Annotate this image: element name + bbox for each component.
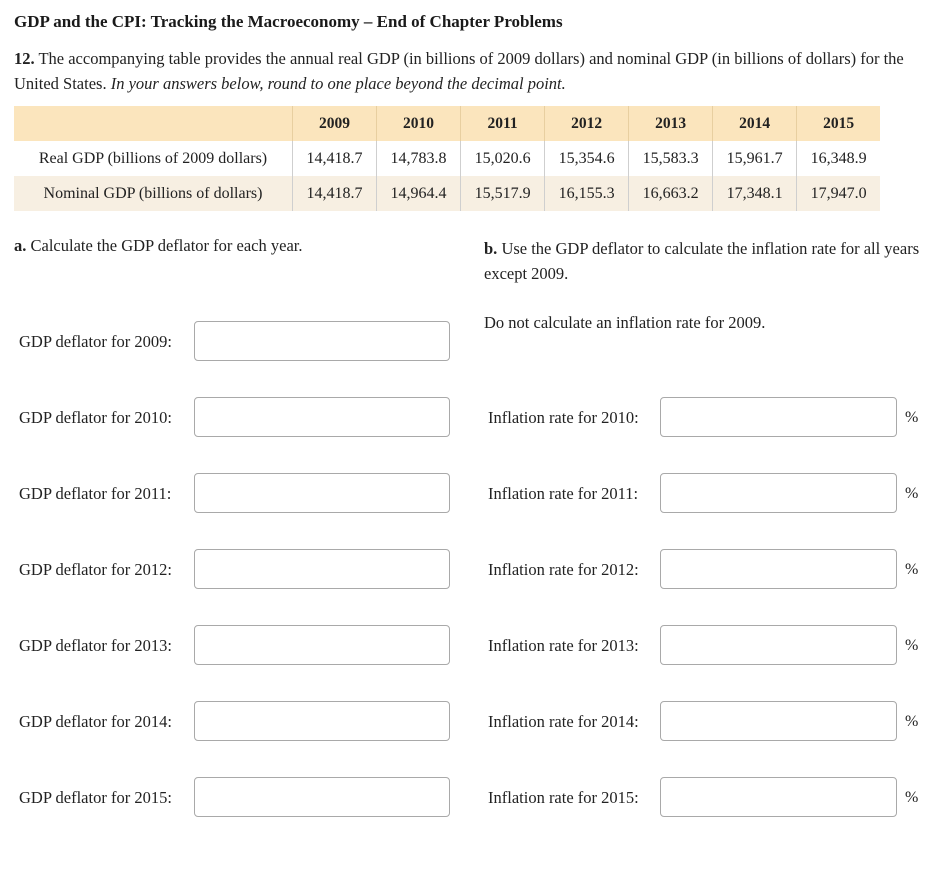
deflator-2013-input[interactable] (194, 625, 450, 665)
deflator-2012-input[interactable] (194, 549, 450, 589)
table-cell: 17,348.1 (713, 176, 797, 211)
part-b-text: Use the GDP deflator to calculate the inflation rate for all years except 2009. (484, 239, 920, 283)
table-row-real-gdp (14, 141, 880, 176)
year-header: 2015 (797, 106, 880, 141)
inflation-2014-input[interactable] (660, 701, 897, 741)
deflator-2009-label: GDP deflator for 2009: (19, 332, 172, 351)
part-b-prompt (484, 236, 924, 286)
percent-sign: % (905, 637, 919, 654)
rounding-instruction: In your answers below, round to one place beyond the decimal point. (110, 74, 566, 93)
year-header: 2014 (713, 106, 797, 141)
part-b-note: Do not calculate an inflation rate for 2009. (484, 313, 766, 332)
part-a-text: Calculate the GDP deflator for each year. (26, 236, 303, 255)
table-cell: 14,964.4 (377, 176, 461, 211)
year-header: 2013 (629, 106, 713, 141)
inflation-2012-label: Inflation rate for 2012: (488, 560, 639, 579)
percent-sign: % (905, 485, 919, 502)
table-cell: 14,418.7 (293, 176, 377, 211)
inflation-2013-input[interactable] (660, 625, 897, 665)
inflation-2011-input[interactable] (660, 473, 897, 513)
table-cell: 15,354.6 (545, 141, 629, 176)
table-cell: 16,348.9 (797, 141, 880, 176)
inflation-2010-input[interactable] (660, 397, 897, 437)
table-cell: 15,517.9 (461, 176, 545, 211)
table-cell: 15,961.7 (713, 141, 797, 176)
deflator-2010-input[interactable] (194, 397, 450, 437)
row-label: Nominal GDP (billions of dollars) (43, 184, 263, 202)
deflator-2014-input[interactable] (194, 701, 450, 741)
table-cell: 14,418.7 (293, 141, 377, 176)
deflator-2014-label: GDP deflator for 2014: (19, 712, 172, 731)
table-cell: 16,155.3 (545, 176, 629, 211)
gdp-table (14, 106, 880, 211)
inflation-2013-label: Inflation rate for 2013: (488, 636, 639, 655)
percent-sign: % (905, 409, 919, 426)
part-a-letter: a. (14, 236, 27, 255)
percent-sign: % (905, 713, 919, 730)
inflation-2014-label: Inflation rate for 2014: (488, 712, 639, 731)
table-cell: 14,783.8 (377, 141, 461, 176)
part-a-prompt (14, 236, 302, 256)
page-title: GDP and the CPI: Tracking the Macroeconomy – End of Chapter Problems (14, 12, 563, 31)
problem-number: 12. (14, 49, 35, 68)
table-cell: 17,947.0 (797, 176, 880, 211)
year-header: 2011 (461, 106, 545, 141)
deflator-2012-label: GDP deflator for 2012: (19, 560, 172, 579)
percent-sign: % (905, 561, 919, 578)
inflation-2010-label: Inflation rate for 2010: (488, 408, 639, 427)
deflator-2013-label: GDP deflator for 2013: (19, 636, 172, 655)
percent-sign: % (905, 789, 919, 806)
table-cell: 16,663.2 (629, 176, 713, 211)
table-corner-cell (14, 106, 293, 141)
deflator-2011-input[interactable] (194, 473, 450, 513)
year-header: 2012 (545, 106, 629, 141)
problem-statement (14, 46, 914, 96)
year-header: 2009 (293, 106, 377, 141)
deflator-2011-label: GDP deflator for 2011: (19, 484, 172, 503)
deflator-2015-input[interactable] (194, 777, 450, 817)
table-row-nominal-gdp (14, 176, 880, 211)
row-label: Real GDP (billions of 2009 dollars) (38, 149, 268, 167)
inflation-2015-label: Inflation rate for 2015: (488, 788, 639, 807)
inflation-2011-label: Inflation rate for 2011: (488, 484, 639, 503)
inflation-2015-input[interactable] (660, 777, 897, 817)
year-header: 2010 (377, 106, 461, 141)
table-cell: 15,020.6 (461, 141, 545, 176)
deflator-2009-input[interactable] (194, 321, 450, 361)
deflator-2010-label: GDP deflator for 2010: (19, 408, 172, 427)
table-header-row (14, 106, 880, 141)
inflation-2012-input[interactable] (660, 549, 897, 589)
part-b-letter: b. (484, 239, 498, 258)
problem-text: The accompanying table provides the annual real GDP (in billions of 2009 dollars) and nominal GDP (in billions of dollars) for the United States. (14, 49, 904, 93)
table-cell: 15,583.3 (629, 141, 713, 176)
deflator-2015-label: GDP deflator for 2015: (19, 788, 172, 807)
